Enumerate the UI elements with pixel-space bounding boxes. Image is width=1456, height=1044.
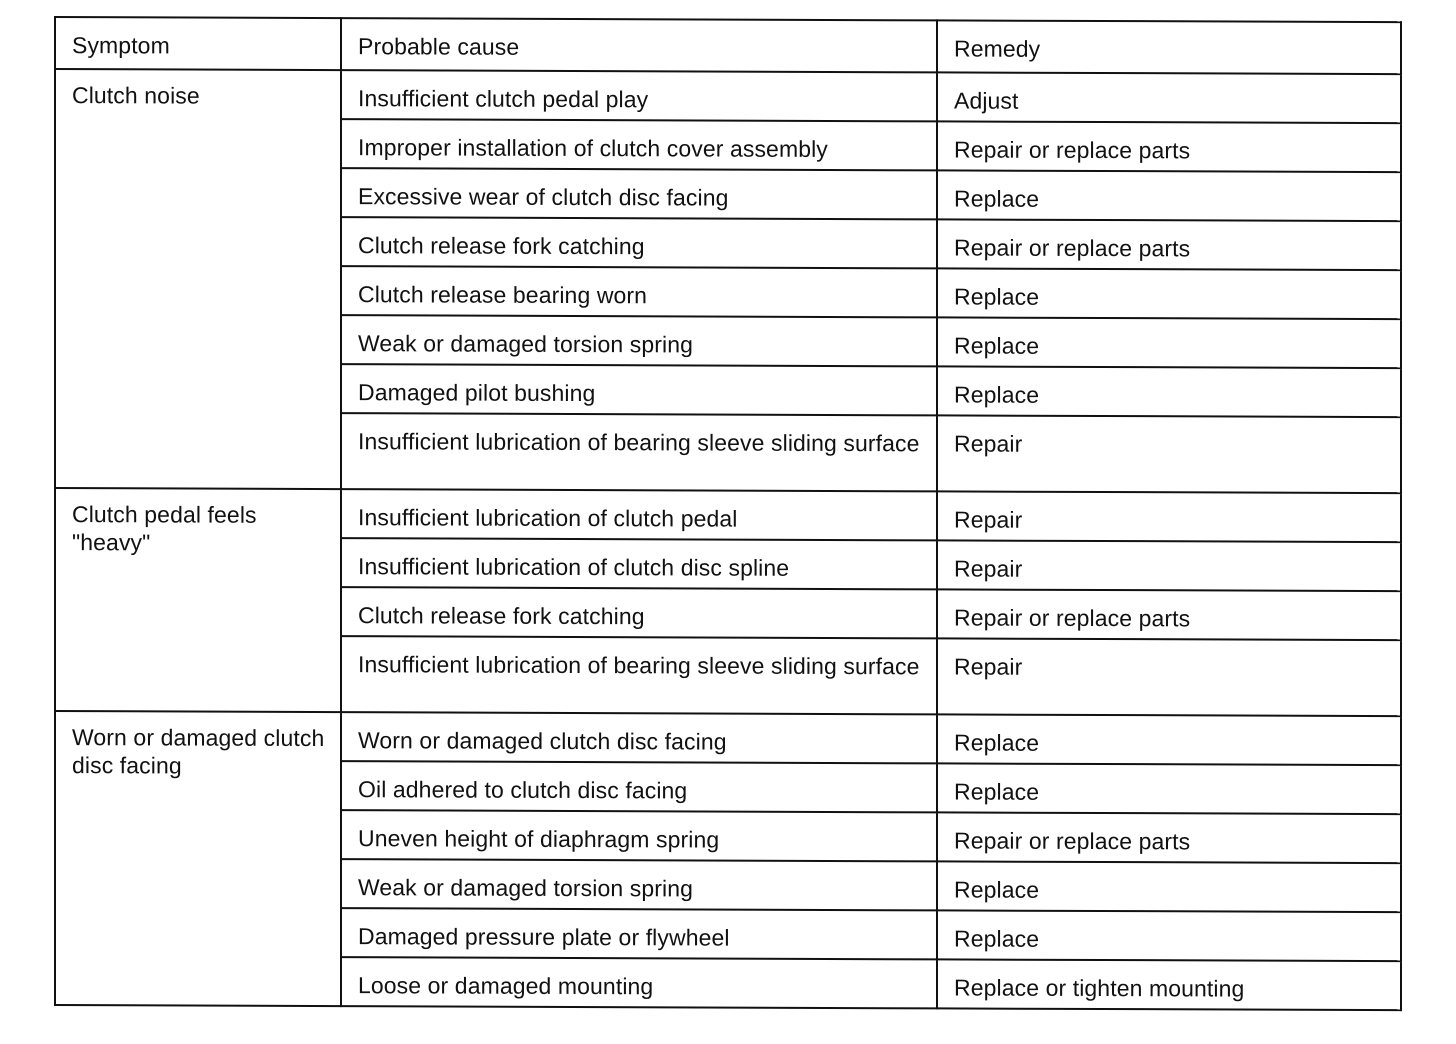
cause-cell: Damaged pressure plate or flywheel	[341, 908, 937, 959]
remedy-cell: Replace or tighten mounting	[937, 959, 1401, 1010]
symptom-cell: Clutch pedal feels "heavy"	[55, 488, 341, 712]
troubleshooting-table	[54, 16, 1402, 1011]
remedy-cell: Replace	[937, 268, 1401, 319]
remedy-cell: Repair or replace parts	[937, 812, 1401, 863]
cause-cell: Weak or damaged torsion spring	[341, 315, 937, 366]
table-row	[55, 711, 1401, 765]
header-symptom: Symptom	[55, 17, 341, 70]
remedy-cell: Adjust	[937, 72, 1401, 123]
cause-cell: Worn or damaged clutch disc facing	[341, 712, 937, 763]
header-row	[55, 17, 1401, 74]
symptom-cell: Worn or damaged clutch disc facing	[55, 711, 341, 1006]
cause-cell: Insufficient lubrication of bearing sleeve sliding surface	[341, 413, 937, 491]
remedy-cell: Replace	[937, 714, 1401, 765]
cause-cell: Excessive wear of clutch disc facing	[341, 168, 937, 219]
cause-cell: Uneven height of diaphragm spring	[341, 810, 937, 861]
remedy-cell: Replace	[937, 763, 1401, 814]
header-remedy: Remedy	[937, 20, 1401, 74]
cause-cell: Clutch release bearing worn	[341, 266, 937, 317]
remedy-cell: Replace	[937, 170, 1401, 221]
remedy-cell: Repair	[937, 638, 1401, 716]
remedy-cell: Replace	[937, 366, 1401, 417]
remedy-cell: Replace	[937, 317, 1401, 368]
remedy-cell: Repair	[937, 540, 1401, 591]
cause-cell: Damaged pilot bushing	[341, 364, 937, 415]
cause-cell: Clutch release fork catching	[341, 217, 937, 268]
cause-cell: Oil adhered to clutch disc facing	[341, 761, 937, 812]
table-row	[55, 488, 1401, 542]
cause-cell: Clutch release fork catching	[341, 587, 937, 638]
cause-cell: Insufficient lubrication of clutch pedal	[341, 489, 937, 540]
remedy-cell: Replace	[937, 861, 1401, 912]
cause-cell: Loose or damaged mounting	[341, 957, 937, 1008]
remedy-cell: Repair or replace parts	[937, 589, 1401, 640]
symptom-cell: Clutch noise	[55, 69, 341, 489]
remedy-cell: Repair	[937, 491, 1401, 542]
cause-cell: Improper installation of clutch cover assembly	[341, 119, 937, 170]
remedy-cell: Repair or replace parts	[937, 219, 1401, 270]
table-row	[55, 69, 1401, 123]
cause-cell: Insufficient lubrication of clutch disc spline	[341, 538, 937, 589]
remedy-cell: Repair or replace parts	[937, 121, 1401, 172]
cause-cell: Insufficient lubrication of bearing sleeve sliding surface	[341, 636, 937, 714]
remedy-cell: Repair	[937, 415, 1401, 493]
cause-cell: Weak or damaged torsion spring	[341, 859, 937, 910]
cause-cell: Insufficient clutch pedal play	[341, 70, 937, 121]
remedy-cell: Replace	[937, 910, 1401, 961]
header-cause: Probable cause	[341, 18, 937, 72]
